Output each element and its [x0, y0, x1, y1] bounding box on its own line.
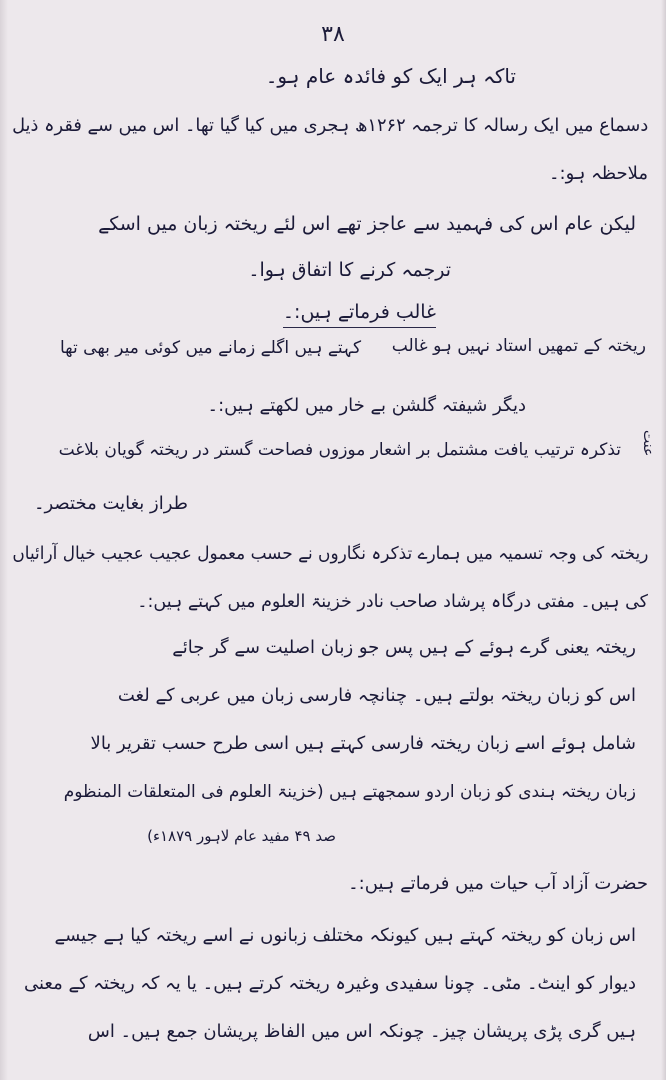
quote-line-11: ہیں گری پڑی پریشان چیز۔ چونکہ اس میں الفاظ پریشان جمع ہیں۔ اس — [87, 1021, 636, 1042]
text-line-10: ریختہ کی وجہ تسمیہ میں ہمارے تذکرہ نگاروں نے حسب معمول عجیب عجیب خیال آرائیاں — [11, 544, 648, 564]
margin-note: عنت — [640, 430, 656, 457]
page-edge-left — [0, 0, 8, 1080]
page-edge-right — [661, 0, 666, 1080]
text-line-ghalib: غالب فرماتے ہیں:۔ — [283, 298, 436, 328]
text-line-3: ملاحظہ ہو:۔ — [549, 163, 648, 184]
quote-line-5: ریختہ یعنی گرے ہوئے کے ہیں پس جو زبان اصلیت سے گر جائے — [172, 637, 636, 658]
text-line-11: کی ہیں۔ مفتی درگاہ پرشاد صاحب نادر خزینۃ العلوم میں کہتے ہیں:۔ — [137, 592, 648, 612]
quote-line-10: دیوار کو اینٹ۔ مٹی۔ چونا سفیدی وغیرہ ریختہ کرتے ہیں۔ یا یہ کہ ریختہ کے معنی — [23, 973, 636, 994]
quote-line-2: ترجمہ کرنے کا اتفاق ہوا۔ — [248, 259, 451, 281]
page-number: ۳۸ — [321, 22, 345, 47]
quote-line-9: اس زبان کو ریختہ کہتے ہیں کیونکہ مختلف زبانوں نے اسے ریختہ کیا ہے جیسے — [54, 925, 636, 946]
verse-couplet — [60, 333, 646, 393]
text-line-7: دیگر شیفتہ گلشن بے خار میں لکھتے ہیں:۔ — [207, 395, 526, 416]
quote-line-1: لیکن عام اس کی فہمید سے عاجز تھے اس لئے ریختہ زبان میں اسکے — [98, 213, 636, 235]
text-line-1: تاکہ ہر ایک کو فائدہ عام ہو۔ — [265, 64, 516, 88]
text-line-2: دسماع میں ایک رسالہ کا ترجمہ ۱۲۶۲ھ ہجری میں کیا گیا تھا۔ اس میں سے فقرہ ذیل — [11, 115, 648, 136]
verse-first-half: ریختہ کے تمھیں استاد نہیں ہو غالب — [391, 336, 646, 356]
citation-line: صد ۴۹ مفید عام لاہور ۱۸۷۹ء) — [147, 827, 336, 845]
quote-line-4: طراز بغایت مختصر۔ — [33, 493, 188, 514]
quote-line-7: شامل ہوئے اسے زبان ریختہ فارسی کہتے ہیں اسی طرح حسب تقریر بالا — [90, 733, 636, 754]
text-line-azad: حضرت آزاد آب حیات میں فرماتے ہیں:۔ — [348, 873, 648, 894]
quote-line-6: اس کو زبان ریختہ بولتے ہیں۔ چنانچہ فارسی زبان میں عربی کے لغت — [117, 685, 636, 706]
verse-second-half: کہتے ہیں اگلے زمانے میں کوئی میر بھی تھا — [60, 338, 362, 358]
quote-line-3: تذکرہ ترتیب یافت مشتمل بر اشعار موزوں فصاحت گستر در ریختہ گویان بلاغت — [58, 440, 621, 460]
quote-line-8: زبان ریختہ ہندی کو زبان اردو سمجھتے ہیں (خزینۃ العلوم فی المتعلقات المنظوم — [63, 782, 636, 802]
